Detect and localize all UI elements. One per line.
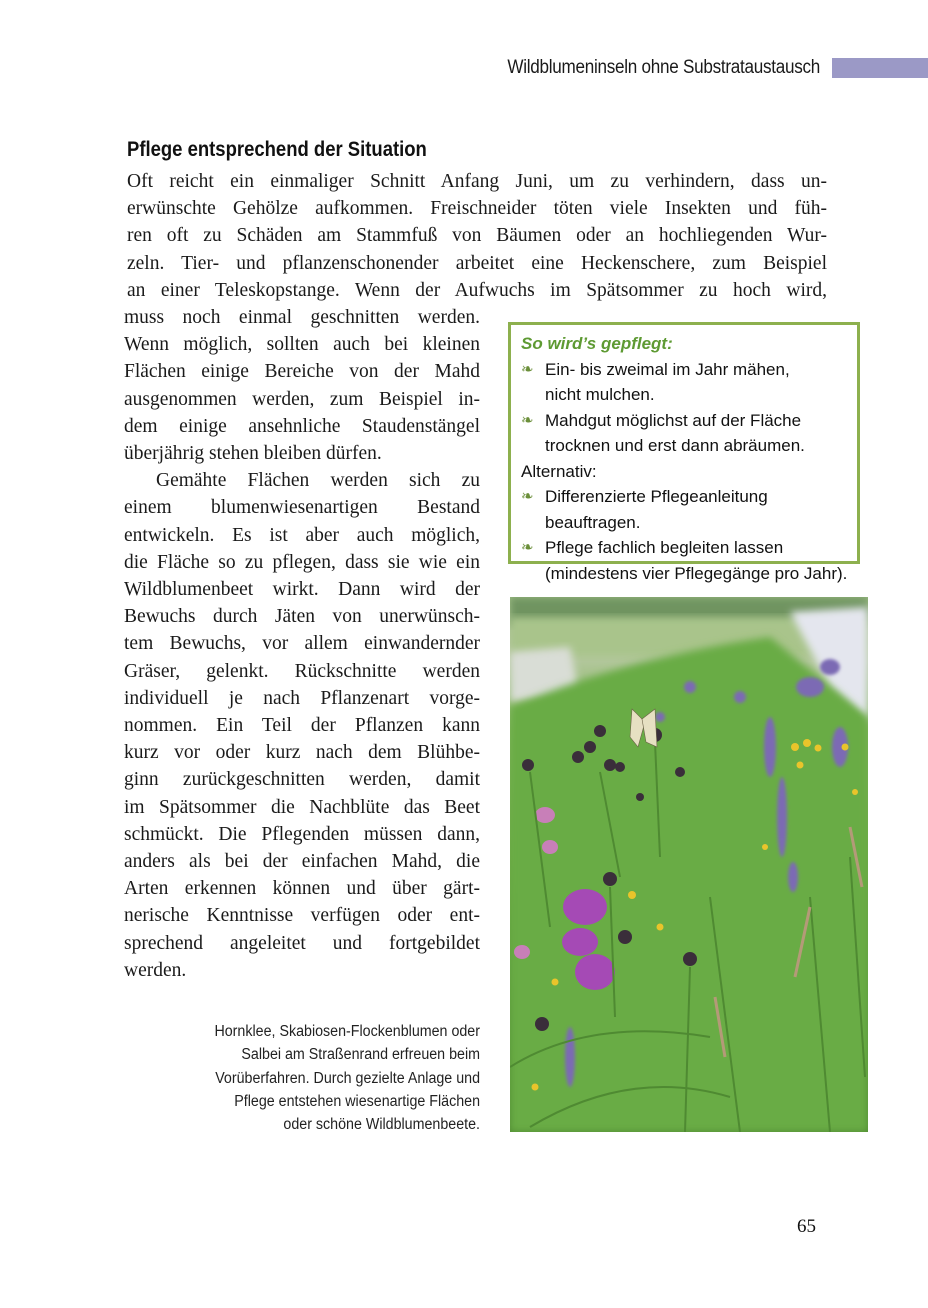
photo-caption	[176, 1020, 480, 1136]
text-line: ausgenommen werden, zum Beispiel in-	[124, 388, 480, 410]
tip-item-text: Mahdgut möglichst auf der Fläche	[545, 410, 802, 430]
intro-paragraph	[127, 168, 827, 304]
text-line: Wildblumenbeet wirkt. Dann wird der	[124, 579, 480, 601]
leaf-bullet-icon: ❧	[521, 360, 534, 378]
page-number: 65	[797, 1216, 816, 1237]
wildflower-photo	[510, 597, 868, 1132]
text-line: entwickeln. Es ist aber auch möglich,	[124, 524, 480, 546]
caption-line: oder schöne Wildblumenbeete.	[283, 1116, 480, 1134]
text-line: anders als bei der einfachen Mahd, die	[124, 851, 480, 873]
text-line: kurz vor oder kurz nach dem Blühbe-	[124, 742, 480, 764]
running-head-accent-bar	[832, 58, 928, 78]
tip-item-text: Pflege fachlich begleiten lassen	[545, 538, 784, 557]
tip-item	[521, 484, 849, 535]
tip-alternative-label: Alternativ:	[521, 461, 597, 481]
tip-item-text: Differenzierte Pflegeanleitung beauftragen.	[545, 487, 768, 532]
tip-item-text: trocknen und erst dann abräumen.	[545, 436, 805, 455]
leaf-bullet-icon: ❧	[521, 488, 534, 505]
text-line: an einer Teleskopstange. Wenn der Aufwuchs im Spätsommer zu hoch wird,	[127, 279, 827, 301]
running-head: Wildblumeninseln ohne Substrataustausch	[507, 57, 820, 78]
tip-item-text: nicht mulchen.	[545, 385, 655, 404]
tip-item-text: Ein- bis zweimal im Jahr mähen,	[545, 359, 790, 379]
text-line: ren oft zu Schäden am Stammfuß von Bäumen oder an hochliegenden Wur-	[127, 225, 827, 247]
text-line: im Spätsommer die Nachblüte das Beet	[124, 796, 480, 818]
text-line: Oft reicht ein einmaliger Schnitt Anfang Juni, um zu verhindern, dass un-	[127, 171, 827, 192]
tip-item	[521, 535, 849, 586]
text-line: erwünschte Gehölze aufkommen. Freischneider töten viele Insekten und füh-	[127, 198, 827, 220]
text-line: werden.	[124, 959, 187, 981]
text-line: individuell je nach Pflanzenart vorge-	[124, 687, 480, 709]
text-line: Bewuchs durch Jäten von unerwünsch-	[124, 606, 480, 628]
text-line: Arten erkennen können und über gärt-	[124, 878, 480, 900]
tip-item-text: (mindestens vier Pflegegänge pro Jahr).	[545, 563, 848, 583]
text-line: nerische Kenntnisse verfügen oder ent-	[124, 905, 480, 927]
wildflower-photo-illustration	[510, 597, 868, 1132]
text-line: einem blumenwiesenartigen Bestand	[124, 497, 480, 519]
photo-meadow	[510, 637, 868, 1132]
text-line: Flächen einige Bereiche von der Mahd	[124, 361, 480, 383]
text-line: zeln. Tier- und pflanzenschonender arbeitet eine Heckenschere, zum Beispiel	[127, 252, 827, 274]
text-line: überjährig stehen bleiben dürfen.	[124, 443, 382, 465]
text-line: tem Bewuchs, vor allem einwandernder	[124, 633, 480, 655]
text-line: Wenn möglich, sollten auch bei kleinen	[124, 334, 480, 356]
caption-line: Pflege entstehen wiesenartige Flächen	[234, 1092, 480, 1110]
text-line: nommen. Ein Teil der Pflanzen kann	[124, 715, 480, 737]
caption-line: Salbei am Straßenrand erfreuen beim	[241, 1046, 480, 1064]
text-line: die Fläche so zu pflegen, dass sie wie ein	[124, 551, 480, 573]
text-line: Gräser, gelenkt. Rückschnitte werden	[124, 660, 480, 682]
text-line: dem einige ansehnliche Staudenstängel	[124, 415, 480, 437]
body-column	[124, 304, 480, 984]
text-line: schmückt. Die Pflegenden müssen dann,	[124, 823, 480, 845]
leaf-bullet-icon: ❧	[521, 411, 534, 429]
section-title: Pflege entsprechend der Situation	[127, 138, 427, 161]
caption-line: Vorüberfahren. Durch gezielte Anlage und	[215, 1069, 480, 1087]
tip-box-title: So wird’s gepflegt:	[521, 334, 673, 353]
tip-box	[508, 322, 860, 583]
leaf-bullet-icon: ❧	[521, 539, 534, 556]
text-line: muss noch einmal geschnitten werden.	[124, 307, 480, 328]
tip-item	[521, 357, 849, 408]
text-line: ginn zurückgeschnitten werden, damit	[124, 769, 480, 791]
text-line: Gemähte Flächen werden sich zu	[156, 470, 480, 492]
tip-item	[521, 408, 849, 459]
caption-line: Hornklee, Skabiosen-Flockenblumen oder	[214, 1023, 480, 1040]
text-line: sprechend angeleitet und fortgebildet	[124, 932, 480, 954]
